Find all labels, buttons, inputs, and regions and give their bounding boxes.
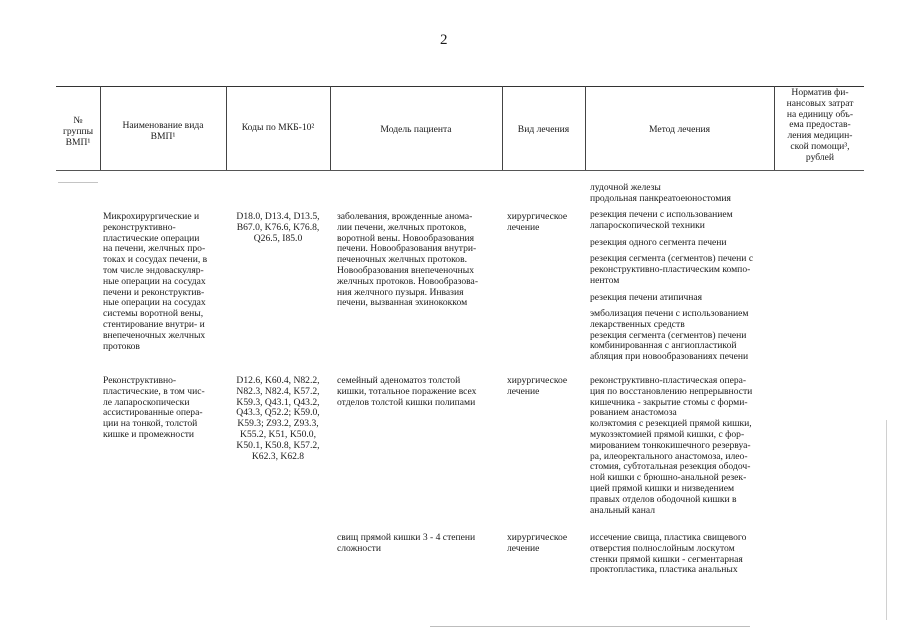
- scan-artifact: [58, 182, 98, 183]
- row2-method-1: реконструктивно-пластическая опера- ция по восстановлению непрерывности кишечника - закрытие стомы с форми- рованием анастомоза колэктомия с резекцией прямой кишки, мукозэктомией прямой кишки, с фор- мированием тонкокишечного резервуа- ра, илеоректального анастомоза, илео- стомия, субтотальная резекция ободоч- ной кишки с брюшно-анальной резек- цией прямой кишки и низведением правых отделов ободочной кишки в анальный канал: [590, 375, 753, 516]
- header-vmp-name: Наименование вида ВМП¹: [122, 120, 204, 142]
- row1-method-3: резекция сегмента (сегментов) печени с реконструктивно-пластическим компо- нентом: [590, 253, 754, 286]
- header-patient-model: Модель пациента: [380, 124, 452, 135]
- row3-treatment-type: хирургическое лечение: [507, 532, 568, 554]
- row1-method-4: резекция печени атипичная: [590, 292, 703, 303]
- table-top-border: [56, 86, 864, 87]
- header-group-number: № группы ВМП¹: [62, 115, 94, 148]
- row1-method-5: эмболизация печени с использованием лекарственных средств резекция сегмента (сегментов) печени комбинированная с ангиопластикой абляция при новообразованиях печени: [590, 308, 749, 363]
- row3-method-1: иссечение свища, пластика свищевого отверстия полнослойным лоскутом стенки прямой кишки - сегментарная проктопластика, пластика анальных: [590, 532, 747, 576]
- col-divider-1: [100, 86, 101, 170]
- col-divider-2: [226, 86, 227, 170]
- carryover-method: лудочной железы продольная панкреатоеюностомия: [590, 182, 731, 204]
- row1-method-2: резекция одного сегмента печени: [590, 237, 727, 248]
- row2-treatment-type: хирургическое лечение: [507, 375, 568, 397]
- row1-treatment-type: хирургическое лечение: [507, 211, 568, 233]
- scan-artifact: [430, 626, 750, 627]
- row2-icd-codes: D12.6, K60.4, N82.2, N82.3, N82.4, K57.2, K59.3, Q43.1, Q43.2, Q43.3, Q52.2; K59.0, K59.3; Z93.2, Z93.3, K55.2, K51, K50.0, K50.1, K50.8, K57.2, K62.3, K62.8: [236, 375, 320, 462]
- header-bottom-border: [56, 170, 864, 171]
- col-divider-6: [774, 86, 775, 170]
- row1-icd-codes: D18.0, D13.4, D13.5, B67.0, K76.6, K76.8, Q26.5, I85.0: [236, 211, 320, 244]
- row1-method-1: резекция печени с использованием лапароскопической техники: [590, 209, 733, 231]
- row2-vmp-name: Реконструктивно- пластические, в том чис- ле лапароскопически ассистированные опера- ции на тонкой, толстой кишке и промежности: [103, 375, 205, 440]
- header-cost-norm: Норматив фи- нансовых затрат на единицу объ- ема предостав- ления медицин- ской помощи³, рублей: [786, 87, 854, 163]
- col-divider-3: [330, 86, 331, 170]
- row3-patient-model: свищ прямой кишки 3 - 4 степени сложности: [337, 532, 476, 554]
- header-treatment-type: Вид лечения: [517, 124, 570, 135]
- col-divider-4: [502, 86, 503, 170]
- header-treatment-method: Метод лечения: [648, 124, 711, 135]
- page-number: 2: [440, 32, 448, 48]
- row2-patient-model: семейный аденоматоз толстой кишки, тотальное поражение всех отделов толстой кишки полипами: [337, 375, 477, 408]
- row1-vmp-name: Микрохирургические и реконструктивно- пластические операции на печени, желчных про- токах и сосудах печени, в том числе эндоваскуляр- ные операции на сосудах печени и реконструктив- ные операции на сосудах системы воротной вены, стентирование внутри- и внепеченочных желчных протоков: [103, 211, 208, 352]
- scan-artifact: [886, 420, 887, 620]
- col-divider-5: [585, 86, 586, 170]
- header-icd-codes: Коды по МКБ-10²: [241, 122, 315, 133]
- row1-patient-model: заболевания, врожденные анома- лии печени, желчных протоков, воротной вены. Новообразования печени. Новообразования внутри- печеночных желчных протоков. Новообразования внепеченочных желчных протоков. Новообразова- ния желчного пузыря. Инвазия печени, вызванная эхинококком: [337, 211, 479, 309]
